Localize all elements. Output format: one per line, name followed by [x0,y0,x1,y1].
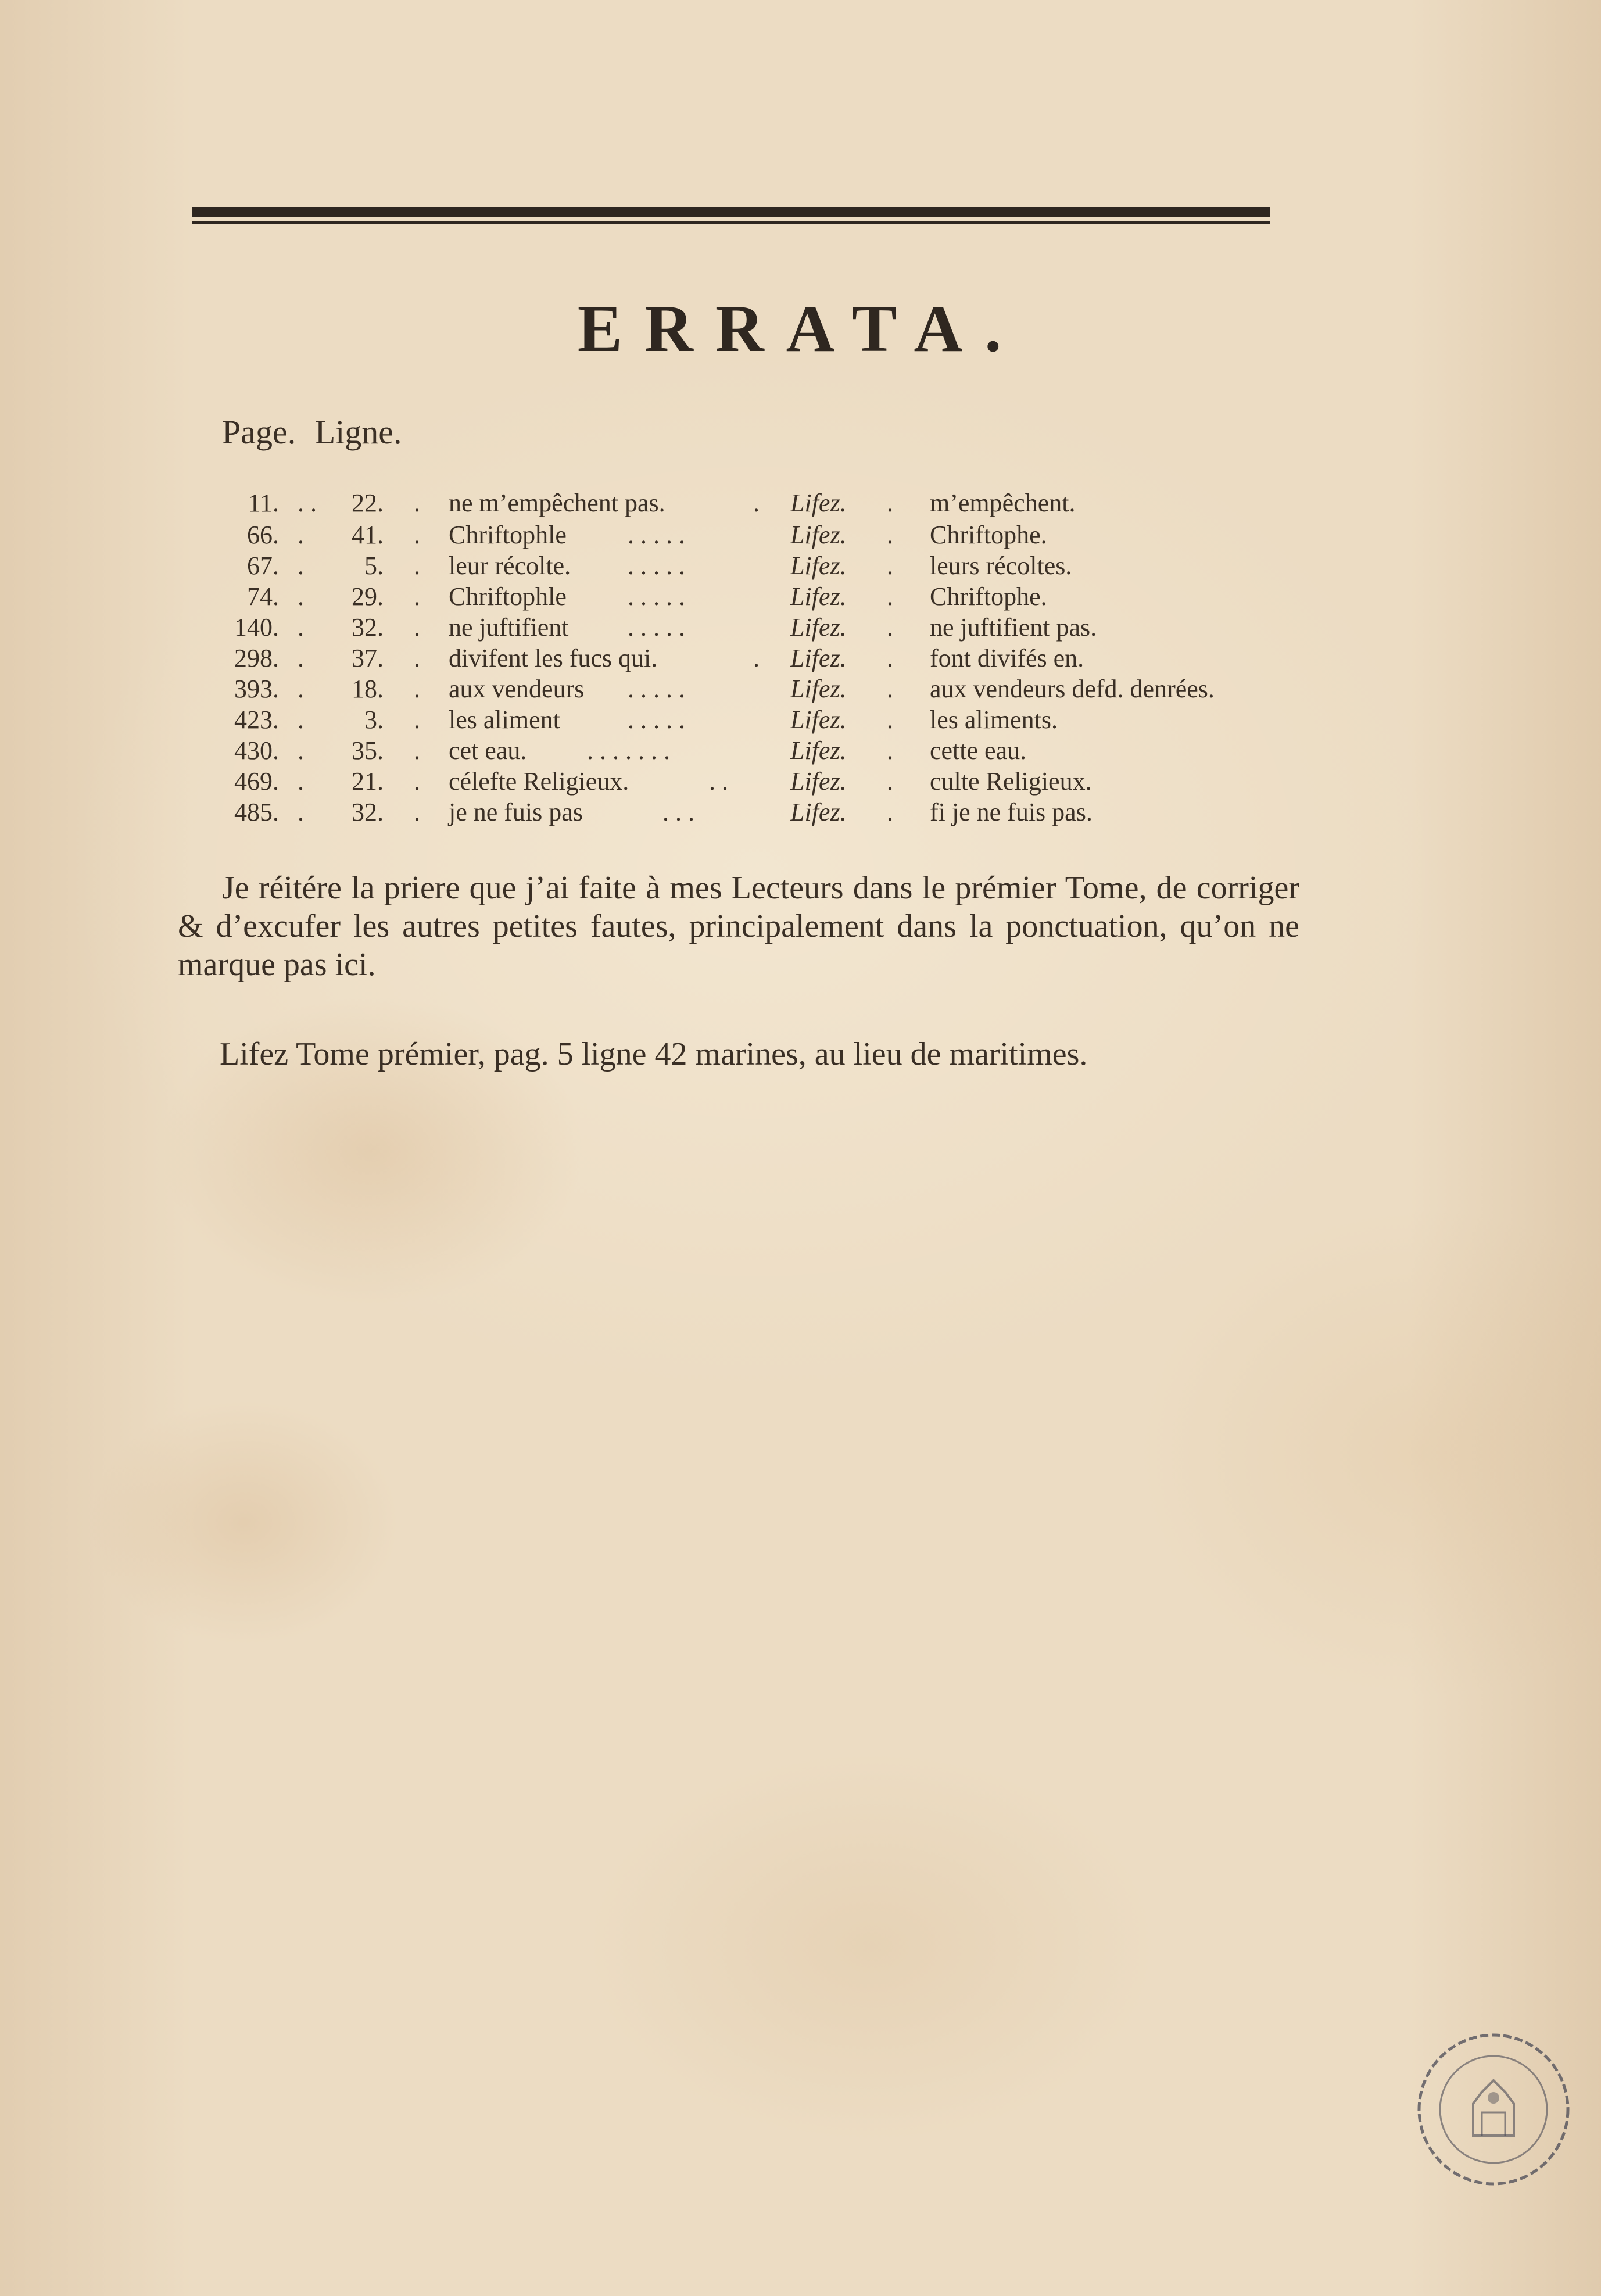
errata-row: 66. . 41. . Chriftophle . . . . . Lifez. . Chriftophe. [0,520,1601,551]
errata-row: 423. . 3. . les aliment . . . . . Lifez. . les aliments. [0,705,1601,736]
row-error: leur récolte. [449,551,571,580]
row-error: divifent les fucs qui. [449,644,658,672]
row-correction: culte Religieux. [930,767,1092,796]
row-correction: ne juftifient pas. [930,613,1097,642]
header-line: Ligne. [314,413,402,451]
row-line: 37. [352,644,384,672]
row-page: 393. [234,675,279,703]
row-correction: m’empêchent. [930,489,1076,517]
row-error: ne m’empêchent pas. [449,489,665,517]
row-page: 430. [234,736,279,765]
errata-row: 140. . 32. . ne juftifient . . . . . Lifez. . ne juftifient pas. [0,612,1601,644]
errata-row: 74. . 29. . Chriftophle . . . . . Lifez. . Chriftophe. [0,582,1601,613]
row-page: 66. [247,521,279,549]
row-line: 21. [352,767,384,796]
row-lisez: Lifez. [790,675,847,703]
page-title: ERRATA. [577,292,1024,366]
row-error: Chriftophle [449,521,567,549]
row-page: 74. [247,582,279,611]
row-line: 29. [352,582,384,611]
row-correction: cette eau. [930,736,1027,765]
row-error: je ne fuis pas [449,798,583,826]
row-lisez: Lifez. [790,767,847,796]
row-line: 3. [364,705,384,734]
errata-row: 469. . 21. . célefte Religieux. . . Lifez. . culte Religieux. [0,766,1601,798]
header-page: Page. [222,413,296,451]
row-lisez: Lifez. [790,551,847,580]
row-error: aux vendeurs [449,675,585,703]
errata-row: 393. . 18. . aux vendeurs . . . . . Lifez. . aux vendeurs defd. denrées. [0,674,1601,705]
row-line: 32. [352,798,384,826]
row-page: 469. [234,767,279,796]
row-lisez: Lifez. [790,644,847,672]
row-line: 22. [352,489,384,517]
final-note: Lifez Tome prémier, pag. 5 ligne 42 marines, au lieu de maritimes. [220,1036,1088,1072]
row-error: ne juftifient [449,613,569,642]
row-page: 140. [234,613,279,642]
row-line: 41. [352,521,384,549]
row-error: cet eau. [449,736,527,765]
row-line: 5. [364,551,384,580]
row-lisez: Lifez. [790,613,847,642]
row-correction: leurs récoltes. [930,551,1072,580]
row-correction: fi je ne fuis pas. [930,798,1093,826]
row-correction: les aliments. [930,705,1058,734]
row-lisez: Lifez. [790,582,847,611]
row-page: 423. [234,705,279,734]
column-headers [222,413,413,452]
library-stamp-icon [1412,2028,1575,2191]
row-lisez: Lifez. [790,736,847,765]
row-lisez: Lifez. [790,705,847,734]
row-error: les aliment [449,705,560,734]
row-correction: font divifés en. [930,644,1084,672]
errata-row: 430. . 35. . cet eau. . . . . . . . Lifez. . cette eau. [0,736,1601,767]
row-line: 18. [352,675,384,703]
row-lisez: Lifez. [790,521,847,549]
row-lisez: Lifez. [790,798,847,826]
row-lisez: Lifez. [790,489,847,517]
top-double-rule [192,207,1270,224]
row-line: 35. [352,736,384,765]
errata-row: 11. . . 22. . ne m’empêchent pas. . Lifez. . m’empêchent. [0,488,1601,520]
row-page: 11. [248,489,279,517]
note-paragraph: Je réitére la priere que j’ai faite à mes Lecteurs dans le prémier Tome, de corriger & d’excufer les autres petites fautes, principalement dans la ponctuation, qu’on ne marque pas ici. [178,870,1299,983]
row-line: 32. [352,613,384,642]
row-error: célefte Religieux. [449,767,629,796]
row-correction: Chriftophe. [930,521,1047,549]
row-page: 298. [234,644,279,672]
row-page: 485. [234,798,279,826]
errata-row: 67. . 5. . leur récolte. . . . . . Lifez. . leurs récoltes. [0,551,1601,582]
errata-row: 298. . 37. . divifent les fucs qui. . Lifez. . font divifés en. [0,643,1601,675]
row-correction: aux vendeurs defd. denrées. [930,675,1215,703]
row-error: Chriftophle [449,582,567,611]
row-correction: Chriftophe. [930,582,1047,611]
errata-row: 485. . 32. . je ne fuis pas . . . Lifez. . fi je ne fuis pas. [0,797,1601,829]
row-page: 67. [247,551,279,580]
